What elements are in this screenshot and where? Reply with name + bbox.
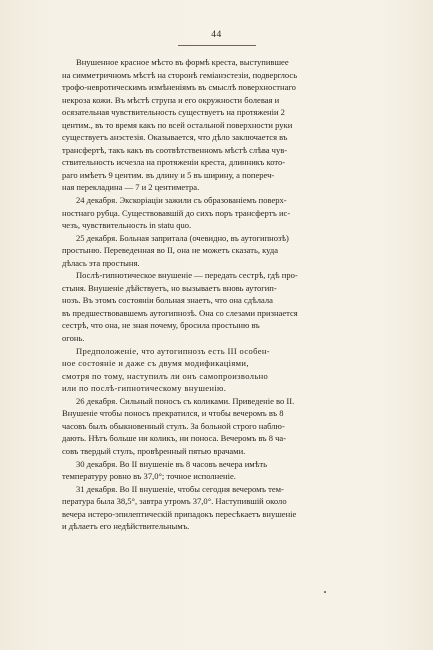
text-line: простыню. Переведенная во II, она не можетъ сказать, куда bbox=[62, 245, 279, 256]
text-line: осязательная чувствительность существуетъ на протяженіи 2 bbox=[62, 107, 285, 118]
text-line: 26 декабря. Сильный поносъ съ коликами. Приведеніе во II. bbox=[76, 395, 295, 406]
text-line: 25 декабря. Больная запритала (очевидно, въ аутогипнозѣ) bbox=[76, 232, 289, 243]
text-line: ствительность исчезла на протяженіи креста, длинникъ кото- bbox=[62, 157, 286, 168]
text-line: дають. Нѣтъ больше ни коликъ, ни поноса. Вечеромъ въ 8 ча- bbox=[62, 433, 287, 444]
page-number: 44 bbox=[211, 30, 222, 40]
text-line: сестрѣ, что она, не зная почему, бросила простыню въ bbox=[62, 320, 260, 331]
paragraph bbox=[62, 345, 374, 395]
text-line: 24 декабря. Экскоріаціи зажили съ образованіемъ поверх- bbox=[76, 195, 287, 206]
paragraph bbox=[62, 56, 374, 194]
text-line: ная перекладина — 7 и 2 центиметра. bbox=[62, 182, 200, 193]
text-line: некроза кожи. Въ мѣстѣ струпа и его окружности болевая и bbox=[62, 94, 280, 105]
paragraph bbox=[62, 458, 374, 483]
text-line: часовъ былъ обыкновенный стулъ. За больной строго наблю- bbox=[62, 420, 285, 431]
text-line: раго имѣетъ 9 центим. въ длину и 5 въ ширину, а попереч- bbox=[62, 169, 275, 180]
text-line: центим., въ то время какъ по всей остальной поверхности руки bbox=[62, 119, 293, 130]
paragraph bbox=[62, 483, 374, 533]
text-line: Предположеніе, что аутогипнозъ есть III особен- bbox=[76, 345, 270, 356]
page-body-text bbox=[62, 56, 374, 533]
text-line: нозъ. Въ этомъ состояніи больная знаетъ, что она сдѣлала bbox=[62, 295, 273, 306]
text-line: смотря по тому, наступилъ ли онъ самопроизвольно bbox=[62, 370, 269, 381]
text-line: огонь. bbox=[62, 333, 85, 344]
header-rule bbox=[178, 45, 256, 46]
paragraph bbox=[62, 269, 374, 344]
paragraph bbox=[62, 194, 374, 232]
text-line: на симметричномъ мѣстѣ на сторонѣ геміанэстезіи, подверглось bbox=[62, 69, 298, 80]
text-line: ное состояніе и даже съ двумя модификаціями, bbox=[62, 358, 249, 369]
text-line: чезъ, чувствительность in statu quo. bbox=[62, 220, 192, 231]
text-line: трофо-невротическимъ измѣненіямъ въ смыслѣ поверхностнаго bbox=[62, 82, 296, 93]
text-line: существуетъ анэстезія. Оказывается, что дѣло заключается въ bbox=[62, 132, 288, 143]
text-line: дѣлась эта простыня. bbox=[62, 257, 140, 268]
text-line: совъ твердый стулъ, провѣренный пятью врачами. bbox=[62, 445, 246, 456]
text-line: 30 декабря. Во II внушеніе въ 8 часовъ вечера имѣть bbox=[76, 458, 267, 469]
text-line: температуру ровно въ 37,0°; точное исполненіе. bbox=[62, 471, 236, 482]
text-line: 31 декабря. Во II внушеніе, чтобы сегодня вечеромъ тем- bbox=[76, 483, 284, 494]
ink-speck bbox=[324, 591, 326, 593]
paragraph bbox=[62, 232, 374, 270]
text-line: въ предшествовавшемъ аутогипнозѣ. Она со слезами признается bbox=[62, 307, 298, 318]
text-line: Внушеніе чтобы поносъ прекратился, и чтобы вечеромъ въ 8 bbox=[62, 408, 284, 419]
text-line: трансфертѣ, такъ какъ въ соотвѣтственномъ мѣстѣ слѣва чув- bbox=[62, 144, 288, 155]
text-line: Внушенное красное мѣсто въ формѣ креста, выступившее bbox=[76, 57, 289, 67]
text-line: стыня. Внушеніе дѣйствуетъ, но вызываетъ вновь аутогип- bbox=[62, 282, 277, 293]
text-line: Послѣ-гипнотическое внушеніе — передать сестрѣ, гдѣ про- bbox=[76, 270, 298, 281]
text-line: ностнаго рубца. Существовавшій до сихъ поръ трансфертъ ис- bbox=[62, 207, 291, 218]
text-line: вечера истеро-эпилептическій припадокъ пересѣкаетъ внушеніе bbox=[62, 508, 297, 519]
text-line: пература была 38,5°, завтра утромъ 37,0°. Наступившій около bbox=[62, 496, 287, 507]
text-line: и дѣлаетъ его недѣйствительнымъ. bbox=[62, 521, 190, 532]
paragraph bbox=[62, 395, 374, 458]
text-line: или по послѣ-гипнотическому внушенію. bbox=[62, 383, 227, 394]
